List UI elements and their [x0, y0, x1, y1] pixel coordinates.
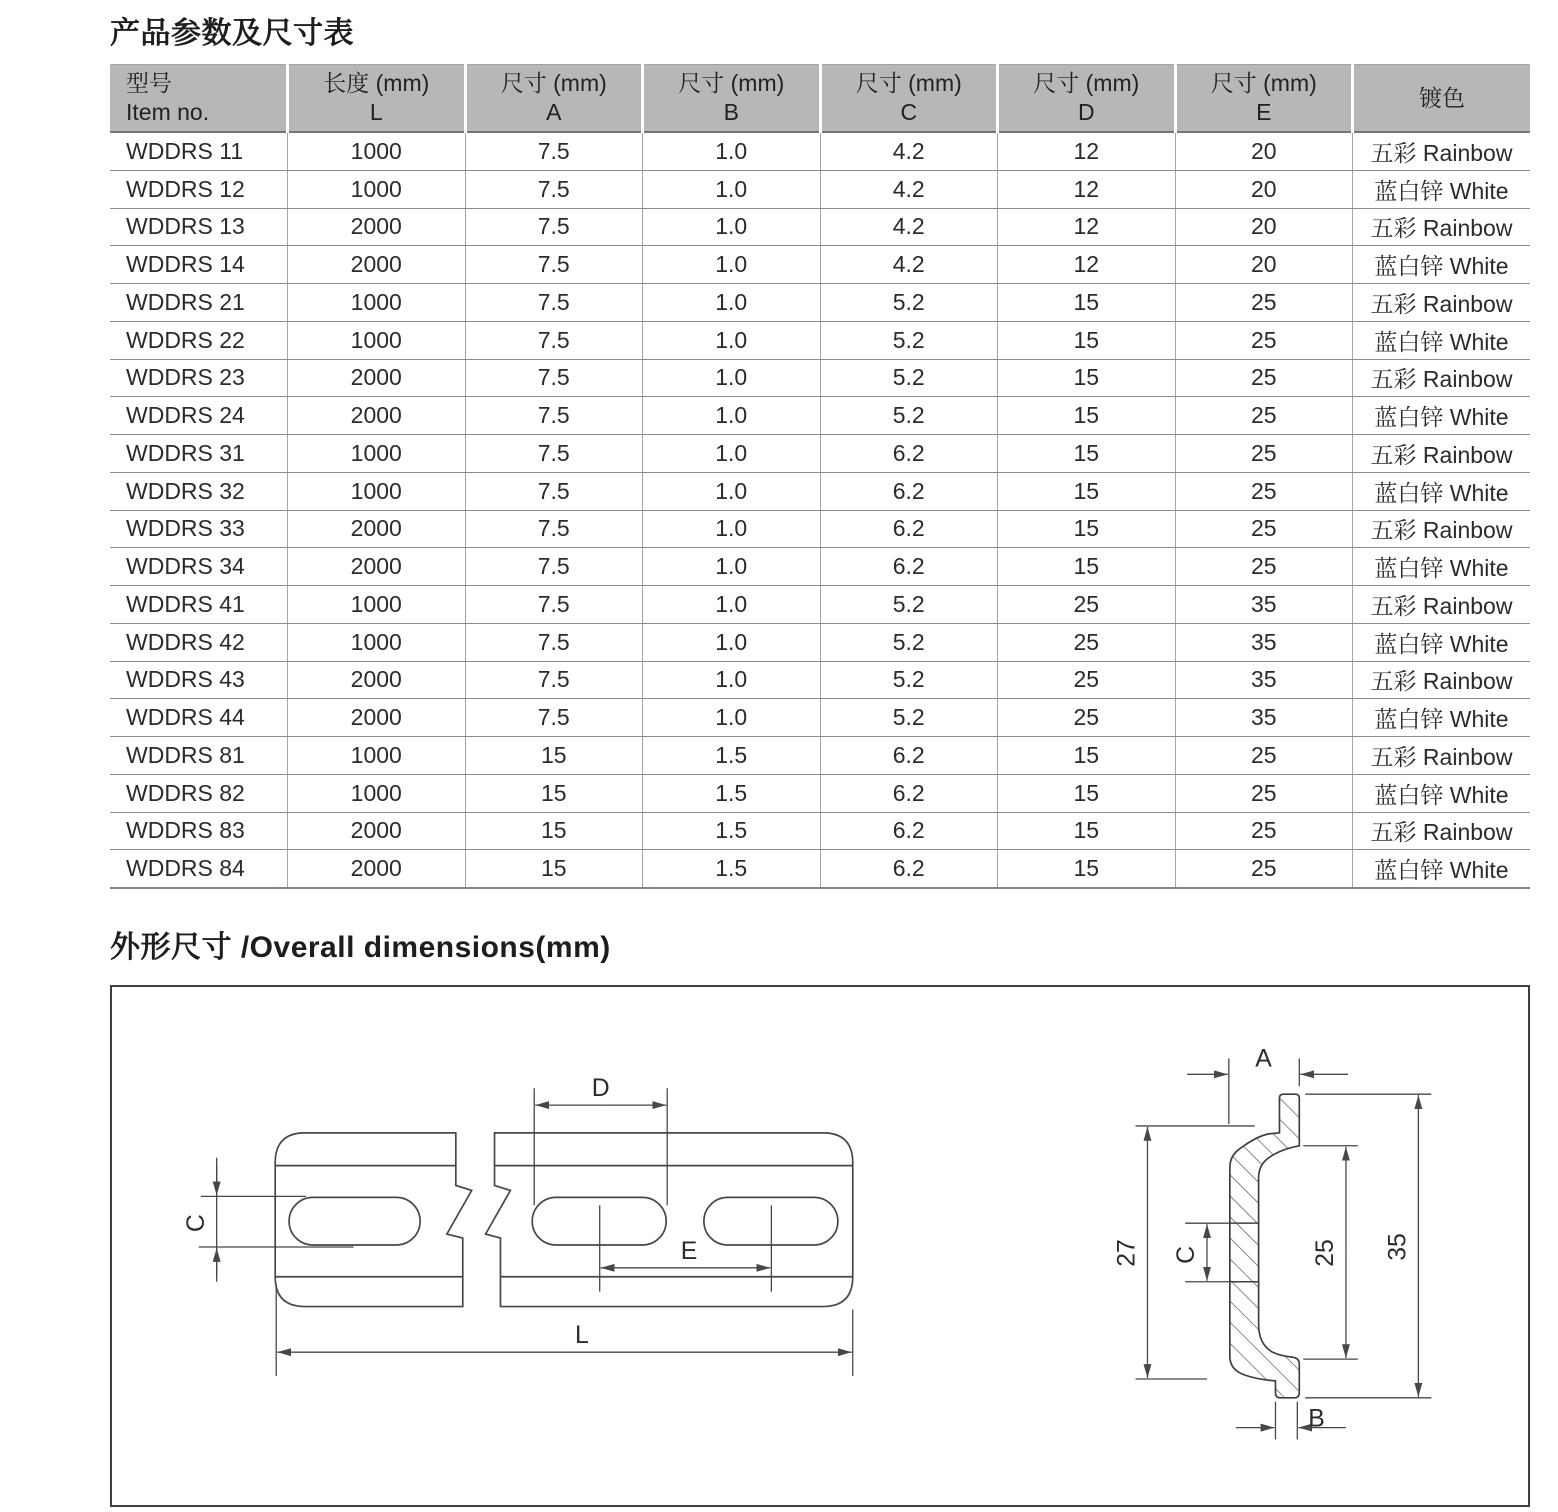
table-cell: 6.2 — [820, 774, 998, 812]
table-cell: 2000 — [288, 699, 466, 737]
table-cell: 1.0 — [643, 510, 821, 548]
table-cell: 4.2 — [820, 132, 998, 170]
table-cell: 15 — [998, 359, 1176, 397]
table-cell: 1.0 — [643, 359, 821, 397]
table-cell: 蓝白锌 White — [1353, 246, 1531, 284]
table-cell: 五彩 Rainbow — [1353, 661, 1531, 699]
table-cell: 1000 — [288, 774, 466, 812]
dim-label-b: B — [1308, 1405, 1325, 1433]
table-cell: 25 — [1175, 737, 1353, 775]
table-cell: 15 — [998, 397, 1176, 435]
table-cell: 5.2 — [820, 661, 998, 699]
table-row — [110, 284, 1530, 322]
table-cell: 15 — [465, 850, 643, 888]
table-row — [110, 737, 1530, 775]
table-cell: 5.2 — [820, 321, 998, 359]
table-cell: 12 — [998, 132, 1176, 170]
table-row — [110, 774, 1530, 812]
table-cell: 5.2 — [820, 284, 998, 322]
table-cell: 6.2 — [820, 472, 998, 510]
table-cell: 12 — [998, 208, 1176, 246]
rail-section-view — [1230, 1094, 1299, 1398]
table-cell: 1000 — [288, 737, 466, 775]
table-cell: 7.5 — [465, 623, 643, 661]
table-cell: 12 — [998, 170, 1176, 208]
table-row — [110, 472, 1530, 510]
table-cell: 25 — [1175, 850, 1353, 888]
table-cell: 5.2 — [820, 359, 998, 397]
table-row — [110, 246, 1530, 284]
table-cell: 1.0 — [643, 661, 821, 699]
table-row — [110, 548, 1530, 586]
table-cell: 25 — [1175, 435, 1353, 473]
table-cell: 2000 — [288, 850, 466, 888]
column-header: 尺寸 (mm) C — [820, 65, 998, 133]
table-cell: WDDRS 41 — [110, 586, 288, 624]
table-cell: 15 — [998, 321, 1176, 359]
table-cell: 2000 — [288, 548, 466, 586]
table-cell: 7.5 — [465, 132, 643, 170]
table-cell: 25 — [998, 586, 1176, 624]
table-cell: 五彩 Rainbow — [1353, 359, 1531, 397]
table-row — [110, 850, 1530, 888]
table-cell: 2000 — [288, 661, 466, 699]
table-row — [110, 208, 1530, 246]
dim-label-27: 27 — [1113, 1239, 1141, 1267]
table-cell: 1000 — [288, 132, 466, 170]
table-cell: 25 — [998, 623, 1176, 661]
table-row — [110, 510, 1530, 548]
table-cell: 15 — [998, 812, 1176, 850]
table-cell: 五彩 Rainbow — [1353, 812, 1531, 850]
table-cell: 2000 — [288, 812, 466, 850]
table-cell: WDDRS 43 — [110, 661, 288, 699]
table-cell: 5.2 — [820, 397, 998, 435]
table-cell: 1.5 — [643, 812, 821, 850]
table-cell: 1.0 — [643, 623, 821, 661]
table-cell: 7.5 — [465, 321, 643, 359]
table-cell: 25 — [998, 699, 1176, 737]
table-cell: 25 — [1175, 359, 1353, 397]
table-cell: 1.0 — [643, 246, 821, 284]
table-cell: 6.2 — [820, 812, 998, 850]
table-cell: 7.5 — [465, 699, 643, 737]
table-cell: WDDRS 42 — [110, 623, 288, 661]
table-cell: WDDRS 82 — [110, 774, 288, 812]
table-cell: 2000 — [288, 208, 466, 246]
table-cell: 25 — [1175, 321, 1353, 359]
table-cell: 15 — [465, 774, 643, 812]
table-cell: 5.2 — [820, 623, 998, 661]
table-row — [110, 321, 1530, 359]
slot-hole — [289, 1197, 420, 1245]
table-cell: 1.5 — [643, 774, 821, 812]
table-cell: 蓝白锌 White — [1353, 699, 1531, 737]
table-row — [110, 397, 1530, 435]
column-header: 镀色 — [1353, 65, 1531, 133]
table-cell: 15 — [998, 850, 1176, 888]
table-cell: 12 — [998, 246, 1176, 284]
table-cell: 五彩 Rainbow — [1353, 284, 1531, 322]
table-cell: 蓝白锌 White — [1353, 548, 1531, 586]
table-cell: 35 — [1175, 661, 1353, 699]
table-cell: 五彩 Rainbow — [1353, 586, 1531, 624]
table-cell: 6.2 — [820, 737, 998, 775]
column-header: 长度 (mm) L — [288, 65, 466, 133]
table-cell: WDDRS 14 — [110, 246, 288, 284]
table-cell: 1000 — [288, 321, 466, 359]
table-cell: 25 — [998, 661, 1176, 699]
table-cell: 7.5 — [465, 359, 643, 397]
table-cell: 五彩 Rainbow — [1353, 132, 1531, 170]
table-cell: WDDRS 31 — [110, 435, 288, 473]
column-header: 尺寸 (mm) D — [998, 65, 1176, 133]
overall-dimensions-drawing — [110, 985, 1530, 1507]
table-cell: WDDRS 33 — [110, 510, 288, 548]
table-cell: 1.0 — [643, 132, 821, 170]
table-cell: 7.5 — [465, 548, 643, 586]
table-row — [110, 623, 1530, 661]
table-cell: 蓝白锌 White — [1353, 170, 1531, 208]
table-cell: 15 — [998, 548, 1176, 586]
table-cell: 7.5 — [465, 472, 643, 510]
table-row — [110, 812, 1530, 850]
table-cell: 2000 — [288, 510, 466, 548]
table-cell: WDDRS 23 — [110, 359, 288, 397]
table-cell: 25 — [1175, 510, 1353, 548]
technical-drawing-svg — [112, 987, 1528, 1505]
dim-label-a: A — [1255, 1045, 1272, 1073]
table-cell: 25 — [1175, 397, 1353, 435]
table-cell: 6.2 — [820, 850, 998, 888]
dim-label-c-section: C — [1173, 1245, 1201, 1264]
spec-table-head — [110, 65, 1530, 133]
table-cell: 蓝白锌 White — [1353, 623, 1531, 661]
table-cell: 7.5 — [465, 586, 643, 624]
table-cell: 1.0 — [643, 472, 821, 510]
table-cell: 20 — [1175, 246, 1353, 284]
section-title-overall-dimensions: 外形尺寸 /Overall dimensions(mm) — [110, 931, 611, 964]
table-cell: WDDRS 32 — [110, 472, 288, 510]
table-row — [110, 661, 1530, 699]
table-cell: 蓝白锌 White — [1353, 472, 1531, 510]
table-cell: WDDRS 34 — [110, 548, 288, 586]
table-cell: 1000 — [288, 170, 466, 208]
table-cell: 1000 — [288, 435, 466, 473]
table-cell: 25 — [1175, 548, 1353, 586]
table-cell: 7.5 — [465, 435, 643, 473]
table-cell: 2000 — [288, 246, 466, 284]
rail-top-view — [275, 1133, 853, 1307]
table-cell: 1.0 — [643, 435, 821, 473]
table-cell: 35 — [1175, 586, 1353, 624]
table-cell: 20 — [1175, 170, 1353, 208]
table-cell: 6.2 — [820, 510, 998, 548]
table-cell: WDDRS 84 — [110, 850, 288, 888]
table-cell: 1.0 — [643, 397, 821, 435]
table-cell: 15 — [465, 812, 643, 850]
header-row — [110, 65, 1530, 133]
table-row — [110, 699, 1530, 737]
dim-label-d: D — [591, 1075, 610, 1103]
table-cell: 15 — [998, 284, 1176, 322]
table-cell: 5.2 — [820, 586, 998, 624]
table-row — [110, 170, 1530, 208]
column-header: 型号 Item no. — [110, 65, 288, 133]
top-view-dimensions — [199, 1088, 853, 1376]
page-title: 产品参数及尺寸表 — [110, 17, 354, 50]
rail-right-piece — [486, 1133, 853, 1307]
dim-label-l: L — [574, 1322, 589, 1350]
table-cell: 2000 — [288, 397, 466, 435]
table-cell: WDDRS 11 — [110, 132, 288, 170]
dim-label-25: 25 — [1312, 1239, 1340, 1267]
table-cell: 五彩 Rainbow — [1353, 208, 1531, 246]
table-cell: 1000 — [288, 284, 466, 322]
table-cell: 1.0 — [643, 586, 821, 624]
dim-label-c-top-view: C — [182, 1214, 210, 1233]
table-cell: 7.5 — [465, 661, 643, 699]
table-cell: 6.2 — [820, 435, 998, 473]
table-cell: WDDRS 12 — [110, 170, 288, 208]
spec-table — [110, 64, 1530, 889]
table-cell: 35 — [1175, 623, 1353, 661]
table-cell: 25 — [1175, 774, 1353, 812]
table-cell: 1.0 — [643, 208, 821, 246]
table-cell: 1000 — [288, 586, 466, 624]
table-cell: 25 — [1175, 472, 1353, 510]
table-cell: WDDRS 83 — [110, 812, 288, 850]
table-cell: 15 — [998, 472, 1176, 510]
table-cell: 7.5 — [465, 208, 643, 246]
table-cell: 1.0 — [643, 548, 821, 586]
table-cell: 1000 — [288, 623, 466, 661]
table-row — [110, 359, 1530, 397]
table-cell: 15 — [998, 774, 1176, 812]
table-cell: 4.2 — [820, 170, 998, 208]
table-cell: 15 — [998, 435, 1176, 473]
table-cell: 7.5 — [465, 284, 643, 322]
section-profile — [1230, 1094, 1299, 1398]
dim-label-e: E — [680, 1237, 698, 1265]
table-cell: 6.2 — [820, 548, 998, 586]
table-cell: WDDRS 21 — [110, 284, 288, 322]
table-cell: 5.2 — [820, 699, 998, 737]
table-cell: 蓝白锌 White — [1353, 321, 1531, 359]
table-cell: 4.2 — [820, 246, 998, 284]
table-cell: 1.5 — [643, 850, 821, 888]
table-cell: 7.5 — [465, 170, 643, 208]
table-cell: WDDRS 81 — [110, 737, 288, 775]
table-cell: 35 — [1175, 699, 1353, 737]
spec-table-body — [110, 132, 1530, 888]
table-cell: 25 — [1175, 812, 1353, 850]
table-cell: 1000 — [288, 472, 466, 510]
table-cell: WDDRS 22 — [110, 321, 288, 359]
column-header: 尺寸 (mm) A — [465, 65, 643, 133]
table-cell: 五彩 Rainbow — [1353, 510, 1531, 548]
column-header: 尺寸 (mm) B — [643, 65, 821, 133]
column-header: 尺寸 (mm) E — [1175, 65, 1353, 133]
table-cell: 20 — [1175, 132, 1353, 170]
table-cell: 4.2 — [820, 208, 998, 246]
table-cell: 蓝白锌 White — [1353, 850, 1531, 888]
table-cell: 15 — [465, 737, 643, 775]
table-cell: 1.5 — [643, 737, 821, 775]
table-cell: 1.0 — [643, 170, 821, 208]
table-cell: 7.5 — [465, 397, 643, 435]
table-cell: 7.5 — [465, 510, 643, 548]
table-cell: 1.0 — [643, 699, 821, 737]
table-cell: WDDRS 13 — [110, 208, 288, 246]
dim-label-35: 35 — [1384, 1233, 1412, 1261]
table-row — [110, 132, 1530, 170]
rail-left-piece — [275, 1133, 471, 1307]
table-cell: 2000 — [288, 359, 466, 397]
table-cell: 15 — [998, 737, 1176, 775]
table-cell: 20 — [1175, 208, 1353, 246]
table-cell: 五彩 Rainbow — [1353, 435, 1531, 473]
table-cell: WDDRS 24 — [110, 397, 288, 435]
table-cell: 7.5 — [465, 246, 643, 284]
table-cell: 蓝白锌 White — [1353, 774, 1531, 812]
table-cell: WDDRS 44 — [110, 699, 288, 737]
table-cell: 1.0 — [643, 284, 821, 322]
table-cell: 五彩 Rainbow — [1353, 737, 1531, 775]
table-cell: 蓝白锌 White — [1353, 397, 1531, 435]
table-row — [110, 586, 1530, 624]
table-cell: 15 — [998, 510, 1176, 548]
table-cell: 1.0 — [643, 321, 821, 359]
table-row — [110, 435, 1530, 473]
table-cell: 25 — [1175, 284, 1353, 322]
